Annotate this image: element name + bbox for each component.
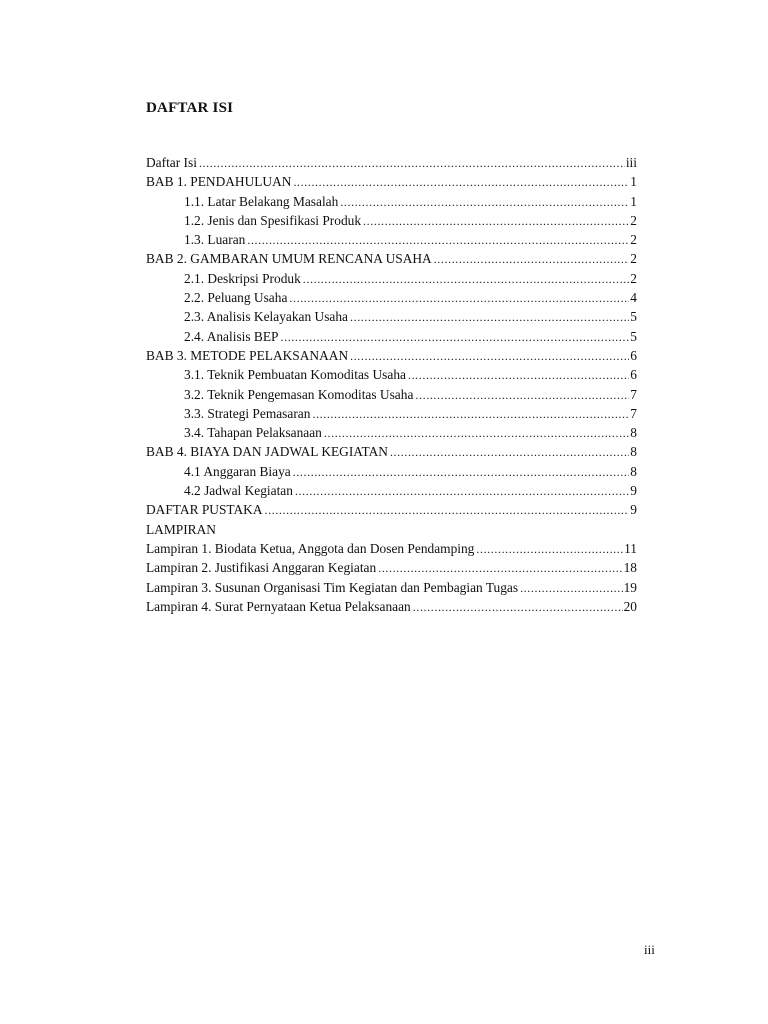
toc-entry-page: 5 <box>630 309 637 325</box>
toc-entry <box>146 500 637 519</box>
toc-entry <box>146 462 637 481</box>
toc-dot-leader <box>413 598 623 617</box>
toc-entry <box>146 269 637 288</box>
toc-dot-leader <box>476 540 623 559</box>
toc-dot-leader <box>350 308 629 327</box>
toc-entry-label: BAB 2. GAMBARAN UMUM RENCANA USAHA <box>146 251 432 267</box>
toc-entry <box>146 558 637 577</box>
toc-entry <box>146 481 637 500</box>
toc-entry-label: 1.3. Luaran <box>184 232 246 248</box>
toc-entry-label: 2.1. Deskripsi Produk <box>184 270 301 286</box>
page-title: DAFTAR ISI <box>146 100 234 116</box>
toc-entry-label: 1.2. Jenis dan Spesifikasi Produk <box>184 212 362 228</box>
toc-entry-page: 8 <box>630 444 637 460</box>
toc-entry <box>146 192 637 211</box>
toc-entry <box>146 307 637 326</box>
toc-entry-label: BAB 4. BIAYA DAN JADWAL KEGIATAN <box>146 444 388 460</box>
toc-dot-leader <box>247 231 629 250</box>
toc-entry-label: BAB 3. METODE PELAKSANAAN <box>146 347 349 363</box>
toc-entry-page: 7 <box>630 405 637 421</box>
toc-entry-label: 3.2. Teknik Pengemasan Komoditas Usaha <box>184 386 414 402</box>
toc-entry <box>146 442 637 461</box>
toc-entry-page: 5 <box>630 328 637 344</box>
toc-entry <box>146 153 637 172</box>
toc-entry-label: LAMPIRAN <box>146 521 216 537</box>
toc-entry-page: 2 <box>630 270 637 286</box>
toc-entry-label: Lampiran 3. Susunan Organisasi Tim Kegiatan dan Pembagian Tugas <box>146 579 519 595</box>
toc-entry <box>146 520 637 539</box>
toc-entry-page: 7 <box>630 386 637 402</box>
toc-entry <box>146 423 637 442</box>
toc-entry <box>146 249 637 268</box>
toc-dot-leader <box>293 173 629 192</box>
toc-entry-label: 4.1 Anggaran Biaya <box>184 463 291 479</box>
toc-dot-leader <box>434 250 630 269</box>
toc-dot-leader <box>293 463 630 482</box>
toc-entry <box>146 230 637 249</box>
toc-dot-leader <box>265 501 630 520</box>
toc-entry <box>146 539 637 558</box>
toc-entry-page: 1 <box>630 193 637 209</box>
toc-entry-page: 6 <box>630 367 637 383</box>
toc-dot-leader <box>324 424 629 443</box>
toc-entry-page: 9 <box>630 502 637 518</box>
toc-dot-leader <box>340 193 629 212</box>
toc-entry-label: 3.4. Tahapan Pelaksanaan <box>184 425 322 441</box>
toc-entry <box>146 346 637 365</box>
toc-dot-leader <box>199 154 625 173</box>
toc-entry-label: 2.4. Analisis BEP <box>184 328 279 344</box>
toc-entry-page: 18 <box>623 560 637 576</box>
toc-entry <box>146 365 637 384</box>
toc-entry-page: 2 <box>630 251 637 267</box>
toc-dot-leader <box>289 289 629 308</box>
toc-dot-leader <box>378 559 622 578</box>
toc-entry-page: 19 <box>623 579 637 595</box>
toc-entry-page: 1 <box>630 174 637 190</box>
toc-entry-page: 6 <box>630 347 637 363</box>
toc-entry-label: 2.3. Analisis Kelayakan Usaha <box>184 309 348 325</box>
toc-entry-page: 11 <box>624 540 637 556</box>
toc-dot-leader <box>408 366 629 385</box>
toc-dot-leader <box>281 328 630 347</box>
toc-dot-leader <box>312 405 629 424</box>
toc-dot-leader <box>350 347 629 366</box>
toc-entry-label: 3.1. Teknik Pembuatan Komoditas Usaha <box>184 367 406 383</box>
table-of-contents <box>146 153 637 616</box>
toc-dot-leader <box>415 386 629 405</box>
toc-entry <box>146 327 637 346</box>
toc-entry-label: DAFTAR PUSTAKA <box>146 502 263 518</box>
toc-dot-leader <box>303 270 630 289</box>
toc-entry-label: 4.2 Jadwal Kegiatan <box>184 483 293 499</box>
toc-entry <box>146 288 637 307</box>
toc-entry-label: BAB 1. PENDAHULUAN <box>146 174 292 190</box>
toc-entry-page: 2 <box>630 212 637 228</box>
toc-entry-page: 20 <box>623 598 637 614</box>
toc-entry-page: 2 <box>630 232 637 248</box>
toc-dot-leader <box>363 212 629 231</box>
toc-entry-label: Lampiran 2. Justifikasi Anggaran Kegiatan <box>146 560 377 576</box>
toc-entry-label: Lampiran 4. Surat Pernyataan Ketua Pelaksanaan <box>146 598 411 614</box>
toc-entry <box>146 578 637 597</box>
toc-entry-label: 3.3. Strategi Pemasaran <box>184 405 311 421</box>
toc-entry-label: Lampiran 1. Biodata Ketua, Anggota dan Dosen Pendamping <box>146 540 475 556</box>
toc-entry-page: 4 <box>630 290 637 306</box>
toc-entry <box>146 172 637 191</box>
toc-entry-page: iii <box>625 155 637 170</box>
toc-entry <box>146 404 637 423</box>
toc-dot-leader <box>390 443 629 462</box>
toc-entry-page: 9 <box>630 483 637 499</box>
toc-entry-label: 2.2. Peluang Usaha <box>184 290 288 306</box>
toc-dot-leader <box>295 482 629 501</box>
toc-entry <box>146 597 637 616</box>
toc-entry-label: Daftar Isi <box>146 155 197 170</box>
toc-entry <box>146 385 637 404</box>
toc-entry-label: 1.1. Latar Belakang Masalah <box>184 193 339 209</box>
toc-entry <box>146 211 637 230</box>
page-number: iii <box>644 942 655 957</box>
toc-dot-leader <box>520 579 623 598</box>
toc-entry-page: 8 <box>630 425 637 441</box>
toc-entry-page: 8 <box>630 463 637 479</box>
